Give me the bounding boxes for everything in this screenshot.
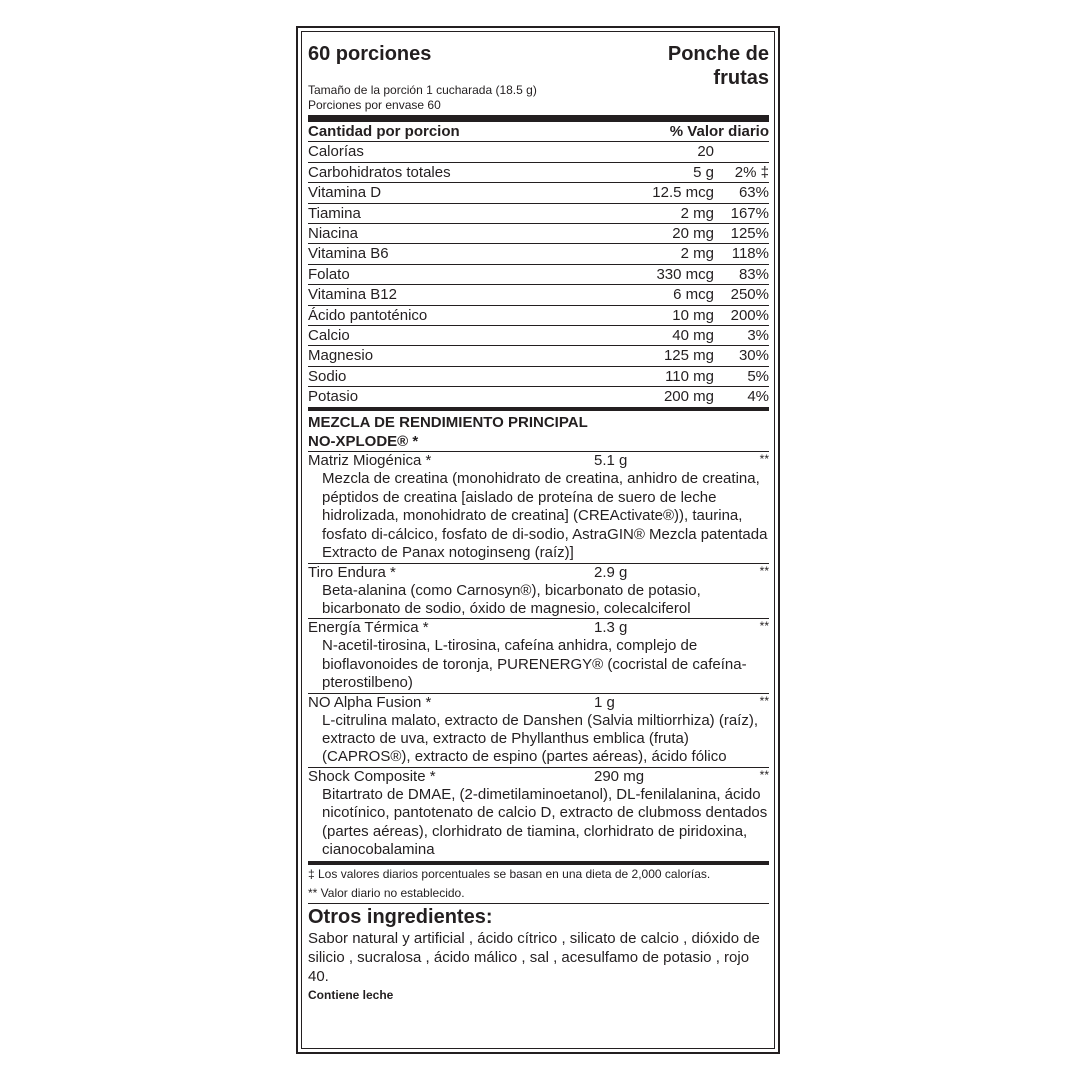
nutrient-amount: 2 mg — [680, 245, 714, 263]
blend-component-amount: 1.3 g — [594, 619, 628, 637]
blend-components — [308, 451, 769, 859]
nutrient-name: Vitamina B6 — [308, 245, 389, 263]
nutrient-dv: 63% — [738, 184, 769, 202]
nutrient-dv: 125% — [730, 224, 769, 242]
nutrient-dv: 167% — [730, 204, 769, 222]
flavor-name: Ponche de frutas — [667, 43, 769, 89]
blend-component-row — [308, 563, 769, 582]
nutrient-name: Folato — [308, 265, 350, 283]
nutrient-dv: 83% — [738, 265, 769, 283]
nutrient-name: Vitamina B12 — [308, 286, 397, 304]
servings-title: 60 porciones — [308, 43, 432, 65]
nutrient-dv: 30% — [738, 347, 769, 365]
not-established-footnote: ** Valor diario no establecido. — [308, 886, 465, 901]
nutrient-name: Vitamina D — [308, 184, 382, 202]
blend-component-name: Matriz Miogénica * — [308, 452, 432, 470]
nutrient-dv: 4% — [747, 388, 769, 406]
blend-component-amount: 290 mg — [594, 767, 645, 785]
blend-component-description: Bitartrato de DMAE, (2-dimetilaminoetanol), DL-fenilalanina, ácido nicotínico, pantotenato de calcio D, extracto de clubmoss dentados (partes aéreas), clorhidrato de tiamina, clorhidrato de piridoxina, cianocobalamina — [322, 785, 768, 858]
daily-value-footnote: ‡ Los valores diarios porcentuales se basan en una dieta de 2,000 calorías. — [308, 867, 711, 882]
blend-component-name: NO Alpha Fusion * — [308, 693, 432, 711]
blend-component-row — [308, 767, 769, 786]
blend-title-line1: MEZCLA DE RENDIMIENTO PRINCIPAL — [308, 414, 588, 432]
blend-component-name: Energía Térmica * — [308, 619, 429, 637]
nutrient-amount: 2 mg — [680, 204, 714, 222]
nutrient-dv: 118% — [731, 245, 769, 263]
nutrient-name: Tiamina — [308, 204, 361, 222]
nutrient-dv: 250% — [730, 286, 769, 304]
nutrient-row — [308, 346, 769, 366]
nutrient-row — [308, 163, 769, 183]
allergen-statement: Contiene leche — [308, 988, 394, 1003]
nutrient-name: Ácido pantoténico — [308, 306, 428, 324]
blend-component-dv: ** — [759, 619, 769, 634]
nutrient-row — [308, 224, 769, 244]
footnote-line — [308, 903, 769, 904]
nutrient-name: Niacina — [308, 224, 359, 242]
nutrient-row — [308, 326, 769, 346]
other-ingredients-text: Sabor natural y artificial , ácido cítrico , silicato de calcio , dióxido de silicio , sucralosa , ácido málico , sal , acesulfamo de potasio , rojo 40. — [308, 930, 760, 986]
blend-component-name: Tiro Endura * — [308, 563, 396, 581]
nutrient-row — [308, 367, 769, 387]
nutrient-row — [308, 142, 769, 162]
blend-component-row — [308, 693, 769, 712]
nutrient-amount: 5 g — [693, 163, 714, 181]
nutrient-amount: 125 mg — [663, 347, 714, 365]
nutrient-list — [308, 142, 769, 407]
blend-component-amount: 5.1 g — [594, 452, 628, 470]
blend-component-row — [308, 618, 769, 637]
nutrient-row — [308, 306, 769, 326]
blend-title-line2: NO-XPLODE® * — [308, 433, 419, 451]
blend-component-dv: ** — [759, 563, 769, 578]
nutrient-name: Magnesio — [308, 347, 374, 365]
blend-component-dv: ** — [759, 693, 769, 708]
blend-component-description: N-acetil-tirosina, L-tirosina, cafeína anhidra, complejo de bioflavonoides de toronja, PURENERGY® (cocristal de cafeína-pterostilbeno) — [322, 637, 747, 692]
other-ingredients-title: Otros ingredientes: — [308, 906, 493, 929]
table-header-row — [308, 122, 769, 142]
nutrient-row — [308, 244, 769, 264]
nutrient-name: Calcio — [308, 326, 350, 344]
nutrient-row — [308, 204, 769, 224]
daily-value-label: % Valor diario — [669, 123, 769, 140]
amount-per-serving-label: Cantidad por porcion — [308, 123, 460, 140]
nutrient-amount: 20 — [697, 143, 714, 161]
nutrient-dv: 3% — [747, 326, 769, 344]
thick-divider — [308, 115, 769, 122]
nutrient-amount: 12.5 mcg — [652, 184, 714, 202]
nutrient-name: Sodio — [308, 367, 347, 385]
serving-size: Tamaño de la porción 1 cucharada (18.5 g) — [308, 83, 537, 97]
nutrient-amount: 200 mg — [663, 388, 714, 406]
nutrient-name: Calorías — [308, 143, 364, 161]
nutrient-dv: 5% — [747, 367, 769, 385]
nutrient-dv: 200% — [730, 306, 769, 324]
nutrient-row — [308, 265, 769, 285]
nutrient-amount: 6 mcg — [673, 286, 714, 304]
blend-component-description: L-citrulina malato, extracto de Danshen (Salvia miltiorrhiza) (raíz), extracto de uva, extracto de Phyllanthus emblica (fruta) (CAPROS®), extracto de espino (partes aéreas), ácido fólico — [322, 711, 758, 766]
blend-component-row — [308, 451, 769, 470]
blend-component-amount: 1 g — [594, 693, 615, 711]
nutrient-amount: 20 mg — [672, 224, 714, 242]
supplement-facts-label — [301, 31, 775, 1049]
servings-per-container: Porciones por envase 60 — [308, 98, 441, 112]
nutrient-row — [308, 183, 769, 203]
blend-component-description: Beta-alanina (como Carnosyn®), bicarbonato de potasio, bicarbonato de sodio, óxido de magnesio, colecalciferol — [322, 581, 701, 617]
blend-component-amount: 2.9 g — [594, 563, 628, 581]
nutrient-row — [308, 285, 769, 305]
nutrient-amount: 330 mcg — [656, 265, 714, 283]
blend-component-dv: ** — [759, 767, 769, 782]
nutrient-name: Carbohidratos totales — [308, 163, 451, 181]
blend-component-dv: ** — [759, 452, 769, 467]
nutrient-row — [308, 387, 769, 407]
nutrient-amount: 40 mg — [672, 326, 714, 344]
blend-component-description: Mezcla de creatina (monohidrato de creatina, anhidro de creatina, péptidos de creatina [aislado de proteína de suero de leche hidrolizada, monohidrato de creatina] (CREActivate®)), taurina, fosfato di-cálcico, fosfato de di-sodio, AstraGIN® Mezcla patentada Extracto de Panax notoginseng (raíz)] — [322, 470, 768, 562]
nutrient-dv — [714, 142, 769, 161]
nutrient-amount: 110 mg — [665, 367, 714, 385]
blend-component-name: Shock Composite * — [308, 767, 436, 785]
nutrient-amount: 10 mg — [672, 306, 714, 324]
nutrient-dv: 2% ‡ — [734, 163, 769, 181]
nutrient-name: Potasio — [308, 388, 359, 406]
